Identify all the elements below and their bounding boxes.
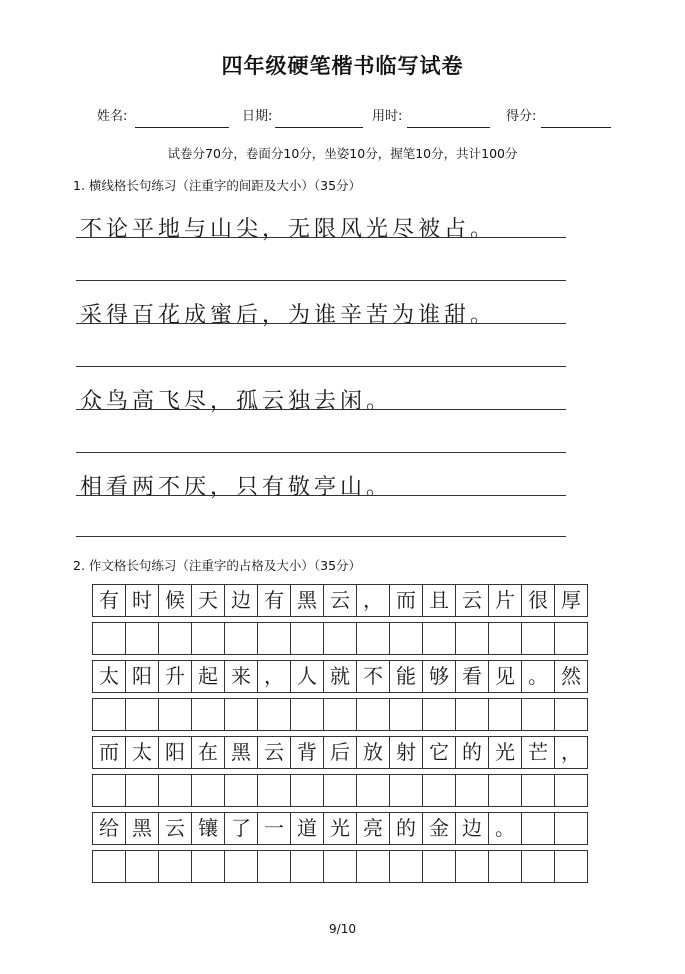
writing-line	[76, 495, 566, 496]
grid-cell[interactable]	[225, 775, 258, 806]
grid-cell[interactable]	[192, 775, 225, 806]
grid-cell[interactable]	[324, 775, 357, 806]
grid-cell: 边	[225, 585, 258, 616]
grid-cell[interactable]	[357, 775, 390, 806]
writing-line	[76, 452, 566, 453]
grid-cell[interactable]	[390, 775, 423, 806]
grid-cell: 黑	[225, 737, 258, 768]
grid-cell[interactable]	[225, 699, 258, 730]
grid-cell: 亮	[357, 813, 390, 844]
grid-cell: 在	[192, 737, 225, 768]
grid-cell: 镶	[192, 813, 225, 844]
grid-cell: 的	[390, 813, 423, 844]
grid-cell[interactable]	[555, 851, 587, 882]
sentence-3: 众鸟高飞尽，孤云独去闲。	[80, 389, 393, 414]
grid-cell: ，	[357, 585, 390, 616]
grid-cell[interactable]	[324, 851, 357, 882]
grid-cell[interactable]	[555, 623, 587, 654]
grid-cell[interactable]	[357, 623, 390, 654]
grid-cell[interactable]	[159, 775, 192, 806]
name-label: 姓名:	[97, 109, 128, 124]
grid-cell: 云	[258, 737, 291, 768]
grid-cell[interactable]	[291, 775, 324, 806]
grid-cell: ，	[258, 661, 291, 692]
grid-row	[92, 622, 588, 655]
sentence-4: 相看两不厌，只有敬亭山。	[80, 475, 393, 500]
grid-cell[interactable]	[159, 699, 192, 730]
grid-cell: 边	[456, 813, 489, 844]
student-info-row	[0, 105, 685, 131]
grid-row	[92, 850, 588, 883]
writing-line	[76, 280, 566, 281]
grid-cell[interactable]	[225, 623, 258, 654]
grid-cell[interactable]	[126, 851, 159, 882]
grid-cell: 云	[456, 585, 489, 616]
writing-line	[76, 237, 566, 238]
grid-cell[interactable]	[423, 775, 456, 806]
grid-cell: 。	[489, 813, 522, 844]
grid-cell: 射	[390, 737, 423, 768]
grid-cell: 太	[126, 737, 159, 768]
grid-cell: 能	[390, 661, 423, 692]
grid-cell: 给	[93, 813, 126, 844]
section1-title: 1. 横线格长句练习（注重字的间距及大小）（35分）	[73, 178, 362, 193]
grid-cell: 云	[159, 813, 192, 844]
grid-cell[interactable]	[390, 623, 423, 654]
grid-cell[interactable]	[522, 851, 555, 882]
grid-cell: 后	[324, 737, 357, 768]
grid-cell[interactable]	[522, 775, 555, 806]
page-number: 9/10	[329, 922, 356, 936]
date-label: 日期:	[242, 109, 273, 124]
grid-cell: 然	[561, 664, 581, 688]
grid-row	[92, 812, 588, 845]
grid-cell: 而	[93, 737, 126, 768]
scoring-note: 试卷分70分，卷面分10分，坐姿10分，握笔10分，共计100分	[167, 146, 518, 161]
grid-cell: 升	[159, 661, 192, 692]
grid-cell[interactable]	[126, 775, 159, 806]
grid-cell: 光	[324, 813, 357, 844]
grid-cell[interactable]	[258, 623, 291, 654]
grid-cell: 道	[291, 813, 324, 844]
grid-cell: ，	[561, 740, 581, 764]
composition-grid	[92, 584, 588, 888]
grid-cell: 云	[324, 585, 357, 616]
grid-row	[92, 736, 588, 769]
grid-cell[interactable]	[456, 851, 489, 882]
grid-cell: 且	[423, 585, 456, 616]
grid-cell: 够	[423, 661, 456, 692]
grid-cell[interactable]	[93, 699, 126, 730]
grid-row	[92, 698, 588, 731]
grid-cell: 金	[423, 813, 456, 844]
grid-cell: 见	[489, 661, 522, 692]
grid-cell[interactable]	[126, 699, 159, 730]
writing-line	[76, 536, 566, 537]
date-field[interactable]	[275, 127, 363, 128]
score-label: 得分:	[506, 109, 537, 124]
grid-cell[interactable]	[522, 623, 555, 654]
grid-cell: 很	[522, 585, 555, 616]
time-label: 用时:	[372, 109, 403, 124]
grid-cell[interactable]	[258, 699, 291, 730]
grid-cell: 看	[456, 661, 489, 692]
grid-cell[interactable]	[390, 851, 423, 882]
grid-cell: 阳	[159, 737, 192, 768]
grid-cell[interactable]	[357, 851, 390, 882]
grid-cell[interactable]	[390, 699, 423, 730]
grid-cell: 光	[489, 737, 522, 768]
grid-cell[interactable]	[291, 699, 324, 730]
grid-cell[interactable]	[192, 851, 225, 882]
time-field[interactable]	[407, 127, 490, 128]
grid-cell: 放	[357, 737, 390, 768]
grid-cell: 人	[291, 661, 324, 692]
grid-cell: 黑	[291, 585, 324, 616]
grid-cell: 黑	[126, 813, 159, 844]
grid-cell[interactable]	[126, 623, 159, 654]
grid-cell[interactable]	[555, 813, 587, 844]
grid-cell: 。	[522, 661, 555, 692]
grid-cell: 厚	[561, 588, 581, 612]
grid-cell: 而	[390, 585, 423, 616]
grid-cell[interactable]	[423, 623, 456, 654]
grid-cell: 背	[291, 737, 324, 768]
grid-cell[interactable]	[489, 851, 522, 882]
grid-cell[interactable]	[192, 623, 225, 654]
grid-cell[interactable]	[93, 623, 126, 654]
sentence-1: 不论平地与山尖，无限风光尽被占。	[80, 217, 497, 242]
grid-cell: 不	[357, 661, 390, 692]
section2-title: 2. 作文格长句练习（注重字的占格及大小）（35分）	[73, 558, 362, 573]
sentence-2: 采得百花成蜜后，为谁辛苦为谁甜。	[80, 303, 497, 328]
grid-cell: 太	[93, 661, 126, 692]
grid-cell: 就	[324, 661, 357, 692]
grid-cell: 一	[258, 813, 291, 844]
grid-cell[interactable]	[456, 623, 489, 654]
grid-cell[interactable]	[423, 699, 456, 730]
grid-cell: 芒	[522, 737, 555, 768]
grid-cell: 它	[423, 737, 456, 768]
grid-cell[interactable]	[456, 699, 489, 730]
grid-row	[92, 774, 588, 807]
grid-cell[interactable]	[522, 699, 555, 730]
page-title: 四年级硬笔楷书临写试卷	[221, 54, 464, 78]
grid-cell[interactable]	[489, 775, 522, 806]
grid-cell[interactable]	[456, 775, 489, 806]
writing-line	[76, 323, 566, 324]
grid-row	[92, 660, 588, 693]
writing-line	[76, 409, 566, 410]
grid-cell[interactable]	[93, 775, 126, 806]
grid-cell[interactable]	[159, 623, 192, 654]
grid-cell[interactable]	[324, 623, 357, 654]
grid-cell[interactable]	[423, 851, 456, 882]
grid-cell: 了	[225, 813, 258, 844]
grid-cell[interactable]	[93, 851, 126, 882]
grid-cell[interactable]	[522, 813, 555, 844]
grid-cell[interactable]	[555, 775, 587, 806]
grid-cell: 时	[126, 585, 159, 616]
grid-cell: 候	[159, 585, 192, 616]
grid-cell[interactable]	[159, 851, 192, 882]
grid-cell[interactable]	[291, 851, 324, 882]
grid-cell[interactable]	[192, 699, 225, 730]
score-field[interactable]	[541, 127, 611, 128]
grid-cell[interactable]	[357, 699, 390, 730]
grid-cell: 来	[225, 661, 258, 692]
grid-cell: 的	[456, 737, 489, 768]
grid-cell[interactable]	[489, 623, 522, 654]
grid-cell: 有	[93, 585, 126, 616]
grid-cell[interactable]	[291, 623, 324, 654]
grid-row	[92, 584, 588, 617]
grid-cell: 起	[192, 661, 225, 692]
writing-line	[76, 366, 566, 367]
grid-cell[interactable]	[555, 699, 587, 730]
grid-cell[interactable]	[225, 851, 258, 882]
grid-cell: 片	[489, 585, 522, 616]
grid-cell[interactable]	[489, 699, 522, 730]
name-field[interactable]	[135, 127, 229, 128]
grid-cell[interactable]	[258, 851, 291, 882]
grid-cell[interactable]	[258, 775, 291, 806]
grid-cell[interactable]	[324, 699, 357, 730]
grid-cell: 阳	[126, 661, 159, 692]
grid-cell: 有	[258, 585, 291, 616]
grid-cell: 天	[192, 585, 225, 616]
